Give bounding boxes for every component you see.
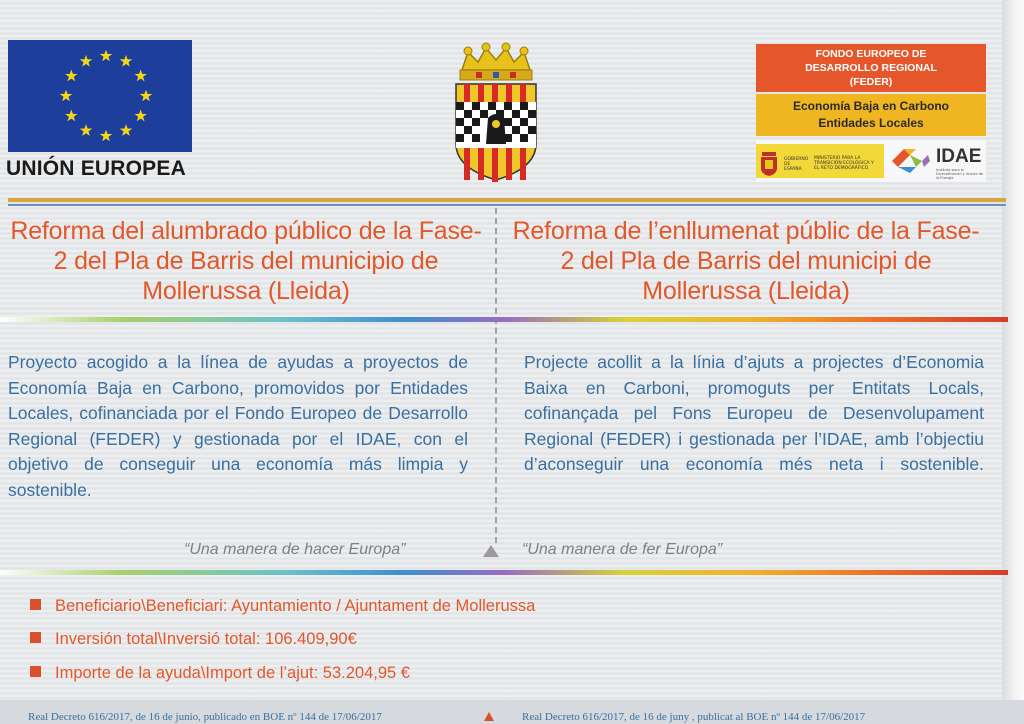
title-spanish: Reforma del alumbrado público de la Fase-2 del Pla de Barris del municipio de Mollerussa (Lleida) [10, 217, 482, 305]
eu-star [80, 55, 92, 67]
program-line-2: Entidades Locales [818, 116, 924, 130]
investment-text: Inversión total\Inversió total: 106.409,90€ [55, 630, 357, 648]
eu-star [135, 110, 147, 122]
idae-subtitle: Instituto para la Diversificación y Ahorro de la Energía [936, 168, 984, 180]
eu-star [65, 110, 77, 122]
feder-line-2: DESARROLLO REGIONAL [805, 62, 937, 74]
idae-label: IDAE [936, 146, 982, 167]
eu-star [120, 124, 132, 136]
eu-star [60, 90, 72, 102]
footer-spanish: Real Decreto 616/2017, de 16 de junio, publicado en BOE nº 144 de 17/06/2017 [28, 711, 382, 723]
aid-line [30, 664, 410, 683]
idae-logo-icon [888, 144, 934, 178]
bullet-square-icon [30, 666, 41, 677]
program-panel [756, 94, 986, 136]
government-band [756, 144, 884, 178]
coat-of-arms-icon [450, 40, 542, 182]
eu-star [135, 70, 147, 82]
investment-line [30, 630, 357, 649]
column-divider [495, 208, 497, 543]
eu-label: UNIÓN EUROPEA [6, 157, 186, 180]
description-catalan: Projecte acollit a la línia d’ajuts a projectes d’Economia Baixa en Carboni, promoguts per Entitats Locals, cofinançada pel Fons Europeu de Desenvolupament Regional (FEDER) i gestionada per l’IDAE, amb l’objectiu d’aconseguir una economía més neta i sostenible. [524, 352, 984, 474]
title-catalan: Reforma de l’enllumenat públic de la Fase-2 del Pla de Barris del municipi de Mollerussa (Lleida) [512, 217, 980, 305]
bullet-square-icon [30, 632, 41, 643]
eu-stars-icon [8, 40, 192, 152]
bullet-square-icon [30, 599, 41, 610]
beneficiary-text: Beneficiario\Beneficiari: Ayuntamiento / Ajuntament de Mollerussa [55, 597, 536, 615]
feder-line-1: FONDO EUROPEO DE [815, 48, 927, 60]
footer-catalan: Real Decreto 616/2017, de 16 de juny , publicat al BOE nº 144 de 17/06/2017 [522, 711, 866, 723]
eu-flag-logo [8, 40, 192, 152]
ministry-label: MINISTERIO PARA LA TRANSICIÓN ECOLÓGICA Y EL RETO DEMOGRÁFICO [814, 156, 874, 171]
rainbow-rule-bottom [0, 570, 1008, 575]
description-spanish: Proyecto acogido a la línea de ayudas a proyectos de Economía Baja en Carbono, promovidos por Entidades Locales, cofinanciada por el Fondo Europeo de Desarrollo Regional (FEDER) y gestionada por el IDAE, con el objetivo de conseguir una economía más limpia y sostenible. [8, 352, 468, 500]
government-logos [756, 140, 986, 182]
header-rule [8, 198, 1006, 202]
rainbow-rule-top [0, 317, 1008, 322]
slogan-catalan: “Una manera de fer Europa” [522, 541, 723, 558]
government-label: GOBIERNO DE ESPAÑA [784, 157, 809, 172]
beneficiary-line [30, 597, 535, 616]
feder-panel [756, 44, 986, 92]
board-edge [1002, 0, 1024, 724]
eu-star [65, 70, 77, 82]
spain-shield-icon [760, 152, 778, 176]
aid-text: Importe de la ayuda\Import de l’ajut: 53.204,95 € [55, 664, 410, 682]
feder-line-3: (FEDER) [849, 76, 893, 88]
program-line-1: Economía Baja en Carbono [792, 99, 950, 113]
header-rule-blue [8, 204, 1006, 206]
triangle-icon [483, 545, 499, 557]
eu-star [100, 50, 112, 62]
eu-star [140, 90, 152, 102]
footer-triangle-icon [484, 712, 494, 721]
eu-star [80, 124, 92, 136]
eu-star [100, 130, 112, 142]
eu-star [120, 55, 132, 67]
slogan-spanish: “Una manera de hacer Europa” [184, 541, 406, 558]
